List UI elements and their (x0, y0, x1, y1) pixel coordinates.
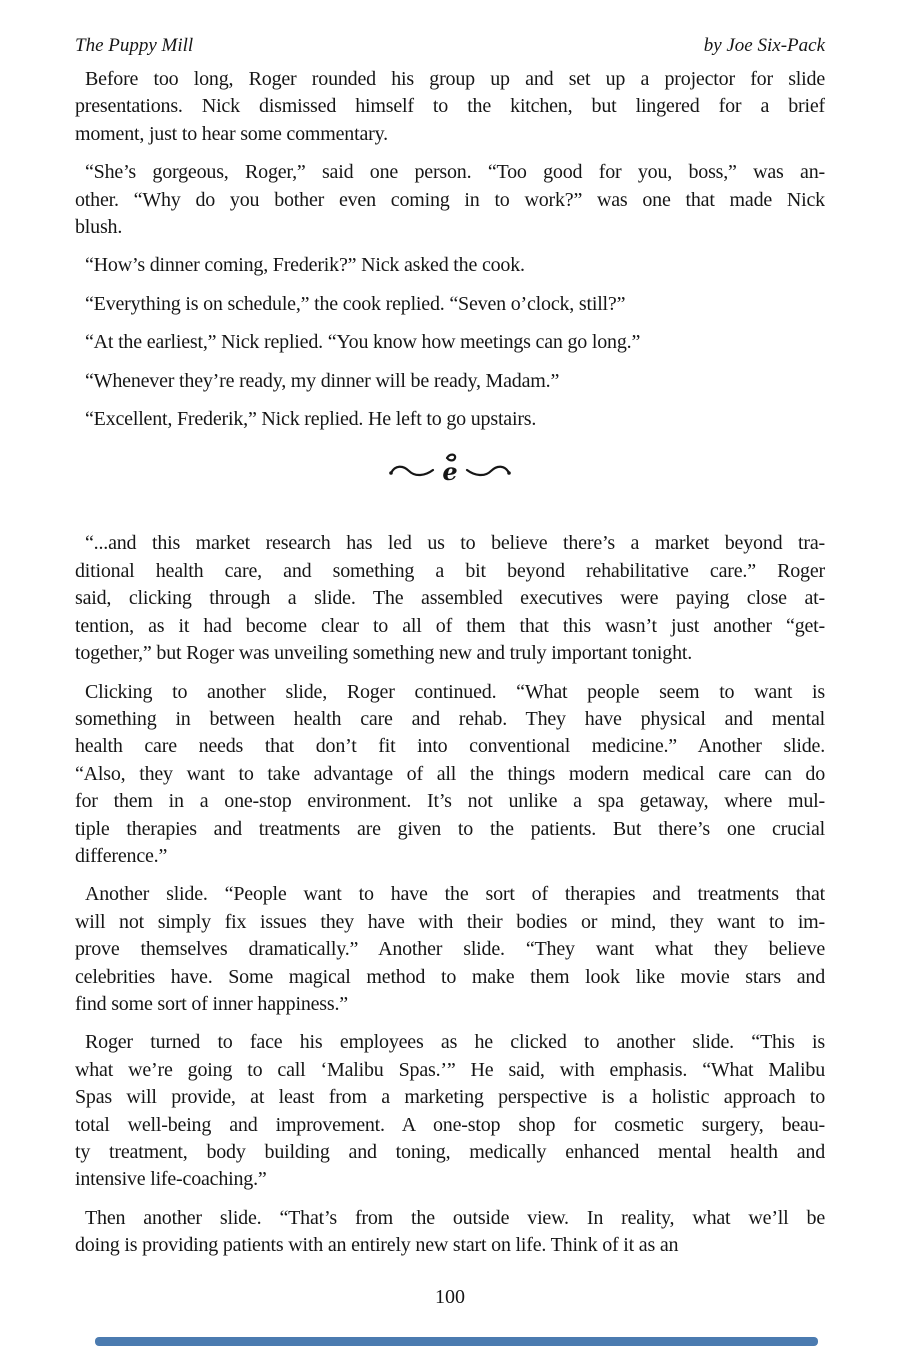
paragraph (75, 252, 825, 279)
paragraph (75, 159, 825, 241)
page-body (75, 66, 825, 1271)
body-line: for them in a one-stop environment. It’s not unlike a spa getaway, where mul- (75, 790, 825, 813)
book-author: by Joe Six-Pack (703, 35, 825, 56)
svg-text:e: e (442, 457, 458, 487)
reading-progress-bar[interactable] (95, 1337, 818, 1346)
body-line: said, clicking through a slide. The assembled executives were paying close at- (75, 587, 825, 610)
body-line: intensive life-coaching.” (75, 1168, 267, 1191)
body-line: Then another slide. “That’s from the outside view. In reality, what we’ll be (85, 1206, 825, 1229)
paragraph (75, 329, 825, 356)
body-line: “At the earliest,” Nick replied. “You know how meetings can go long.” (85, 331, 641, 354)
paragraph (75, 291, 825, 318)
body-line: “Excellent, Frederik,” Nick replied. He left to go upstairs. (85, 408, 537, 431)
scene-break-ornament-icon (375, 450, 525, 490)
paragraph (75, 368, 825, 395)
body-line: celebrities have. Some magical method to make them look like movie stars and (75, 965, 825, 988)
body-line: Another slide. “People want to have the sort of therapies and treatments that (85, 883, 825, 906)
body-line: presentations. Nick dismissed himself to the kitchen, but lingered for a brief (75, 95, 825, 118)
body-line: prove themselves dramatically.” Another slide. “They want what they believe (75, 938, 825, 961)
body-line: ditional health care, and something a bit beyond rehabilitative care.” Roger (75, 559, 825, 582)
body-line: Before too long, Roger rounded his group up and set up a projector for slide (85, 68, 825, 90)
body-line: “How’s dinner coming, Frederik?” Nick asked the cook. (85, 254, 525, 277)
body-line: Clicking to another slide, Roger continued. “What people seem to want is (85, 680, 825, 703)
page-number: 100 (435, 1286, 465, 1308)
page-header (75, 34, 825, 58)
body-line: Roger turned to face his employees as he clicked to another slide. “This is (85, 1031, 825, 1054)
body-line: “She’s gorgeous, Roger,” said one person. “Too good for you, boss,” was an- (85, 161, 825, 184)
book-title: The Puppy Mill (75, 35, 194, 56)
body-line: moment, just to hear some commentary. (75, 122, 388, 145)
body-line: ty treatment, body building and toning, medically enhanced mental health and (75, 1141, 825, 1163)
body-line: “Whenever they’re ready, my dinner will be ready, Madam.” (85, 369, 560, 392)
body-line: “Everything is on schedule,” the cook replied. “Seven o’clock, still?” (85, 292, 626, 315)
body-line: “...and this market research has led us to believe there’s a market beyond tra- (85, 532, 825, 555)
paragraph (75, 1205, 825, 1260)
body-line: health care needs that don’t fit into conventional medicine.” Another slide. (75, 735, 825, 758)
body-line: blush. (75, 216, 123, 239)
paragraph (75, 530, 825, 667)
body-line: will not simply fix issues they have with their bodies or mind, they want to im- (75, 910, 825, 933)
body-line: something in between health care and rehab. They have physical and mental (75, 707, 825, 730)
body-line: difference.” (75, 844, 168, 867)
body-line: “Also, they want to take advantage of all the things modern medical care can do (75, 762, 825, 785)
paragraph (75, 406, 825, 433)
body-line: other. “Why do you bother even coming in to work?” was one that made Nick (75, 188, 825, 211)
body-line: total well-being and improvement. A one-stop shop for cosmetic surgery, beau- (75, 1113, 825, 1136)
body-line: Spas will provide, at least from a marketing perspective is a holistic approach to (75, 1086, 825, 1109)
body-line: together,” but Roger was unveiling something new and truly important tonight. (75, 642, 693, 665)
paragraphs-before-break (75, 66, 825, 433)
paragraph (75, 679, 825, 871)
body-line: what we’re going to call ‘Malibu Spas.’” He said, with emphasis. “What Malibu (75, 1058, 825, 1081)
body-line: find some sort of inner happiness.” (75, 992, 348, 1015)
body-line: doing is providing patients with an entirely new start on life. Think of it as an (75, 1234, 679, 1257)
paragraph (75, 881, 825, 1018)
body-line: tiple therapies and treatments are given to the patients. But there’s one crucial (75, 817, 825, 840)
paragraphs-after-break (75, 530, 825, 1259)
paragraph (75, 1029, 825, 1193)
page-footer (0, 1286, 900, 1309)
body-line: tention, as it had become clear to all of them that this wasn’t just another “get- (75, 614, 825, 637)
paragraph (75, 66, 825, 148)
